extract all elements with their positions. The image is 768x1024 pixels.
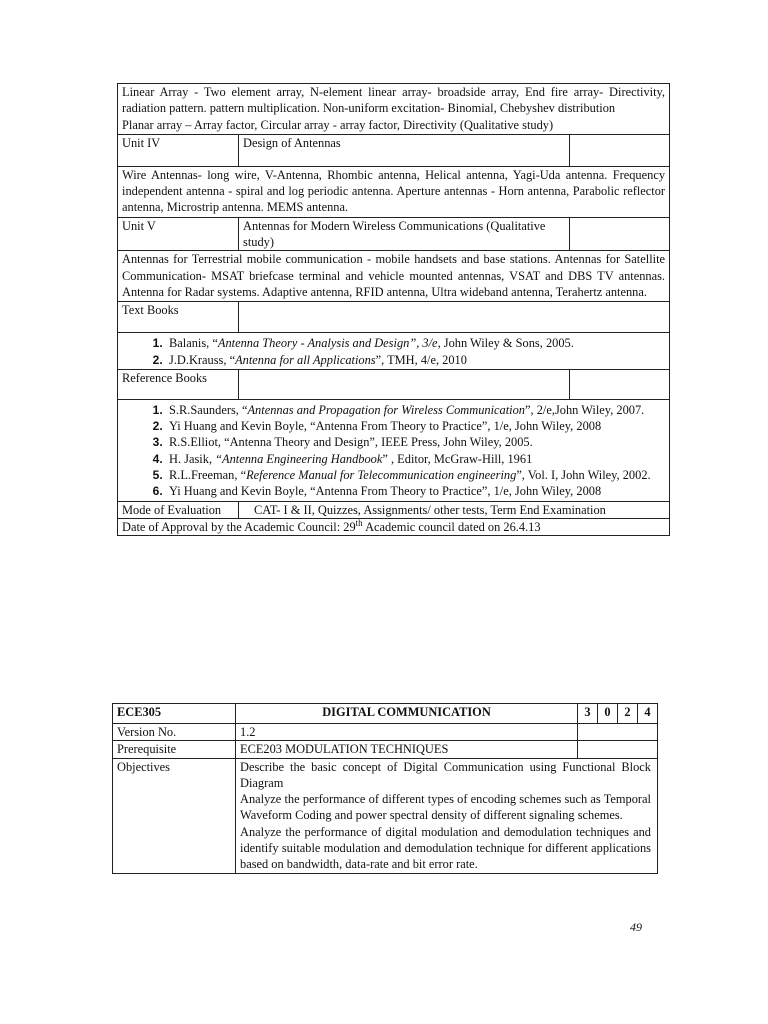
evaluation-value: CAT- I & II, Quizzes, Assignments/ other tests, Term End Examination — [239, 501, 670, 518]
objective-item: Describe the basic concept of Digital Communication using Functional Block Diagram — [240, 759, 651, 790]
textbooks-blank-cell — [239, 302, 670, 333]
textbooks-header-row — [118, 302, 670, 333]
prereq-value: ECE203 MODULATION TECHNIQUES — [236, 741, 578, 758]
approval-suffix: Academic council dated on 26.4.13 — [362, 519, 541, 534]
unit5-title: Antennas for Modern Wireless Communications (Qualitative study) — [239, 217, 570, 251]
textbooks-list-row — [118, 333, 670, 370]
unit4-title: Design of Antennas — [239, 134, 570, 166]
objectives-row — [113, 758, 658, 873]
unit3-planar-array-text: Planar array – Array factor, Circular array - array factor, Directivity (Qualitative study) — [122, 117, 554, 132]
course-title: DIGITAL COMMUNICATION — [236, 704, 578, 724]
unit5-content-row — [118, 251, 670, 302]
unit4-header-row — [118, 134, 670, 166]
page-number: 49 — [630, 920, 642, 934]
credit-p: 2 — [618, 704, 638, 724]
unit4-content-row — [118, 166, 670, 217]
evaluation-row — [118, 501, 670, 518]
unit5-header-row — [118, 217, 670, 251]
reference-item: 2. Yi Huang and Kevin Boyle, “Antenna From Theory to Practice”, 1/e, John Wiley, 2008 — [166, 418, 665, 434]
references-list — [122, 402, 665, 500]
approval-row — [118, 518, 670, 535]
references-label: Reference Books — [118, 369, 239, 399]
approval-prefix: Date of Approval by the Academic Council: 29 — [122, 519, 356, 534]
version-blank-cell — [578, 724, 658, 741]
unit5-content: Antennas for Terrestrial mobile communication - mobile handsets and base stations. Antennas for Satellite Communication- MSAT briefcase terminal and vehicle mounted antennas, VSAT and DBS TV antennas. Antenna for Radar systems. Adaptive antenna, RFID antenna, Ultra wideband antenna, Terahertz antenna. — [118, 251, 670, 302]
unit4-label: Unit IV — [118, 134, 239, 166]
objective-item: Analyze the performance of digital modulation and demodulation techniques and identify suitable modulation and demodulation technique for different applications based on bandwidth, data-rate and bit error rate. — [240, 824, 651, 872]
version-value: 1.2 — [236, 724, 578, 741]
unit4-blank-cell — [570, 134, 670, 166]
textbook-item: 1. Balanis, “Antenna Theory - Analysis and Design”, 3/e, John Wiley & Sons, 2005. — [166, 335, 665, 351]
prereq-label: Prerequisite — [113, 741, 236, 758]
objective-item: Analyze the performance of different types of encoding schemes such as Temporal Waveform Coding and power spectral density of different signaling schemes. — [240, 792, 651, 823]
version-row — [113, 724, 658, 741]
references-list-row — [118, 399, 670, 501]
references-list-cell — [118, 399, 670, 501]
course-table-digital-communication — [112, 703, 658, 874]
reference-item: 4. H. Jasik, “Antenna Engineering Handbook” , Editor, McGraw-Hill, 1961 — [166, 451, 665, 467]
unit4-content: Wire Antennas- long wire, V-Antenna, Rhombic antenna, Helical antenna, Yagi-Uda antenna. Frequency independent antenna - spiral and log periodic antenna. Aperture antennas - Horn antenna, Parabolic reflector antenna, Microstrip antenna. MEMS antenna. — [118, 166, 670, 217]
references-blank-cell-2 — [570, 369, 670, 399]
reference-item: 6. Yi Huang and Kevin Boyle, “Antenna From Theory to Practice”, 1/e, John Wiley, 2008 — [166, 483, 665, 499]
unit3-linear-array-text: Linear Array - Two element array, N-element linear array- broadside array, End fire array- Directivity, radiation pattern. pattern multiplication. Non-uniform excitation- Binomial, Chebyshev distribution — [122, 85, 666, 116]
prereq-blank-cell — [578, 741, 658, 758]
reference-item: 5. R.L.Freeman, “Reference Manual for Telecommunication engineering”, Vol. I, John Wiley, 2002. — [166, 467, 665, 483]
syllabus-table-antennas — [117, 83, 670, 536]
prereq-row — [113, 741, 658, 758]
evaluation-label: Mode of Evaluation — [118, 501, 239, 518]
textbooks-label: Text Books — [118, 302, 239, 333]
textbooks-list-cell — [118, 333, 670, 370]
course-header-row — [113, 704, 658, 724]
reference-item: 1. S.R.Saunders, “Antennas and Propagation for Wireless Communication”, 2/e,John Wiley, 2007. — [166, 402, 665, 418]
unit5-blank-cell — [570, 217, 670, 251]
approval-cell — [118, 518, 670, 535]
objectives-cell — [236, 758, 658, 873]
credit-l: 3 — [578, 704, 598, 724]
unit3-content-row — [118, 84, 670, 135]
unit5-label: Unit V — [118, 217, 239, 251]
credit-t: 0 — [598, 704, 618, 724]
unit3-content-cell — [118, 84, 670, 135]
approval-sup: th — [355, 517, 363, 528]
objectives-label: Objectives — [113, 758, 236, 873]
credit-c: 4 — [638, 704, 658, 724]
version-label: Version No. — [113, 724, 236, 741]
reference-item: 3. R.S.Elliot, “Antenna Theory and Design”, IEEE Press, John Wiley, 2005. — [166, 434, 665, 450]
references-header-row — [118, 369, 670, 399]
references-blank-cell-1 — [239, 369, 570, 399]
textbook-item: 2. J.D.Krauss, “Antenna for all Applications”, TMH, 4/e, 2010 — [166, 352, 665, 368]
textbooks-list — [122, 335, 665, 368]
course-code: ECE305 — [113, 704, 236, 724]
